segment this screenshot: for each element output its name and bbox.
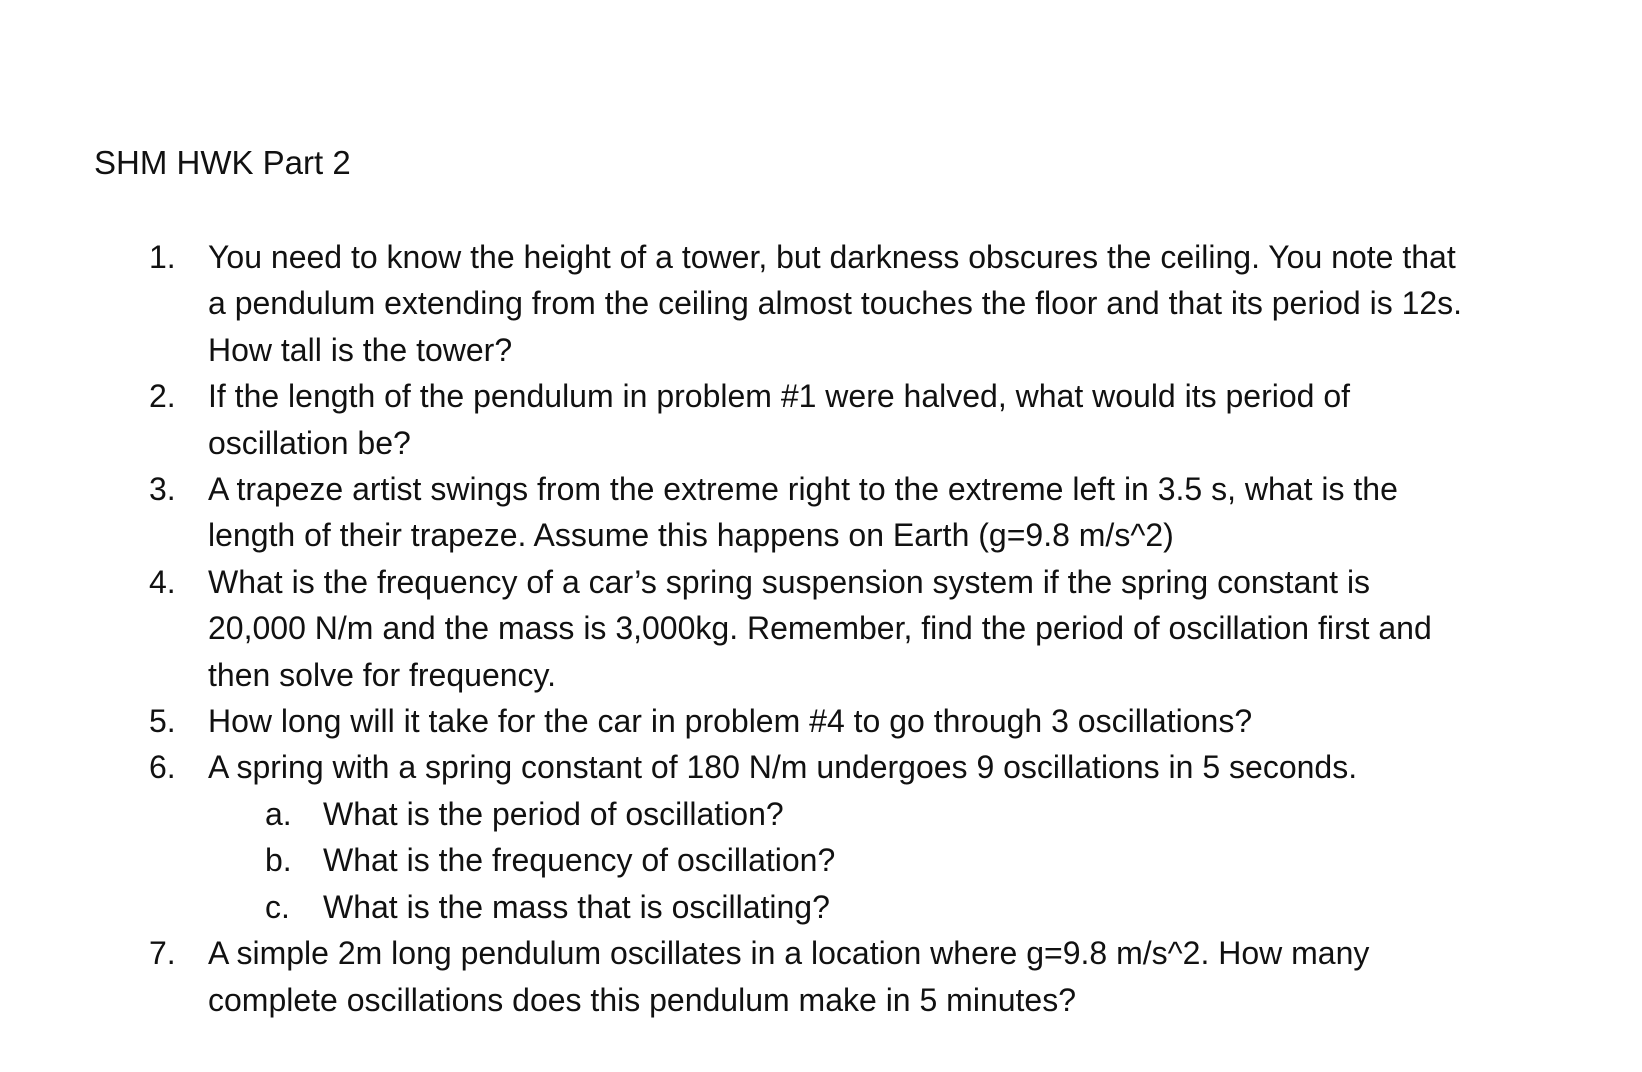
question-number: 1. bbox=[149, 239, 176, 275]
document-title: SHM HWK Part 2 bbox=[94, 144, 351, 181]
question-number: 2. bbox=[149, 378, 176, 415]
question-text: What is the frequency of a car’s spring suspension system if the spring constant is 20,000 N/m and the mass is 3,000kg. Remember, find the period of oscillation first and then solve for frequency. bbox=[208, 563, 1432, 693]
subquestion-c bbox=[0, 884, 1642, 930]
question-text: If the length of the pendulum in problem #1 were halved, what would its period of oscillation be? bbox=[208, 378, 1351, 461]
question-number: 7. bbox=[149, 935, 176, 972]
question-text: A trapeze artist swings from the extreme right to the extreme left in 3.5 s, what is the length of their trapeze. Assume this happens on Earth (g=9.8 m/s^2) bbox=[208, 471, 1398, 554]
question-4 bbox=[0, 559, 1642, 698]
subquestion-list bbox=[0, 791, 1642, 930]
subquestion-b bbox=[0, 837, 1642, 883]
question-number: 5. bbox=[149, 703, 176, 740]
subquestion-text: What is the frequency of oscillation? bbox=[323, 842, 836, 879]
question-text: A simple 2m long pendulum oscillates in a location where g=9.8 m/s^2. How many complete oscillations does this pendulum make in 5 minutes? bbox=[208, 935, 1370, 1018]
question-number: 6. bbox=[149, 749, 176, 786]
subquestion-text: What is the mass that is oscillating? bbox=[323, 888, 830, 925]
subquestion-text: What is the period of oscillation? bbox=[323, 795, 784, 832]
question-text: A spring with a spring constant of 180 N/m undergoes 9 oscillations in 5 seconds. bbox=[208, 749, 1358, 786]
question-number: 3. bbox=[149, 471, 176, 508]
question-6 bbox=[0, 744, 1642, 930]
question-text: You need to know the height of a tower, but darkness obscures the ceiling. You note that a pendulum extending from the ceiling almost touches the floor and that its period is 12s. How tall is the tower? bbox=[208, 239, 1463, 368]
question-3 bbox=[0, 466, 1642, 559]
question-5 bbox=[0, 698, 1642, 744]
subquestion-letter: c. bbox=[265, 888, 290, 925]
question-1 bbox=[0, 234, 1642, 373]
question-2 bbox=[0, 373, 1642, 466]
question-7 bbox=[0, 930, 1642, 1023]
question-text: How long will it take for the car in problem #4 to go through 3 oscillations? bbox=[208, 703, 1253, 740]
question-list bbox=[0, 234, 1642, 1023]
question-number: 4. bbox=[149, 563, 176, 600]
subquestion-a bbox=[0, 791, 1642, 837]
subquestion-letter: b. bbox=[265, 842, 292, 879]
subquestion-letter: a. bbox=[265, 795, 292, 832]
